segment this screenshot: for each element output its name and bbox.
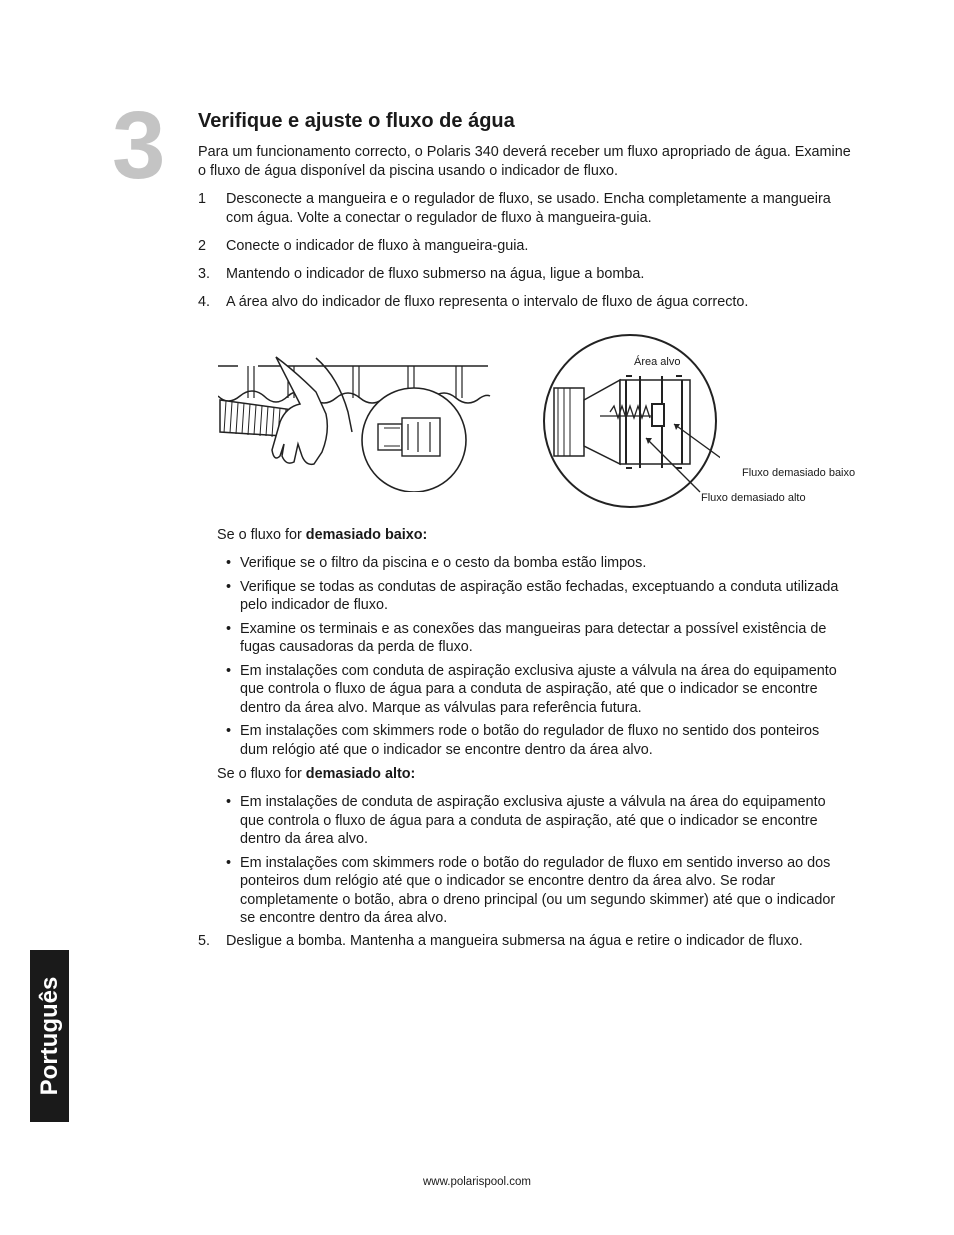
step-item-number: 5. xyxy=(198,933,211,949)
flow-too-low-label: Fluxo demasiado baixo xyxy=(742,467,856,479)
step-item-number: 2 xyxy=(198,237,207,254)
hose-flow-gauge-illustration xyxy=(218,352,493,492)
flow-too-high-label: Fluxo demasiado alto xyxy=(701,492,806,504)
flow-gauge-detail-illustration xyxy=(540,326,720,516)
steps-list xyxy=(198,190,858,321)
step-item xyxy=(198,293,858,312)
step-item xyxy=(198,265,858,284)
step-item-text: A área alvo do indicador de fluxo representa o intervalo de fluxo de água correcto. xyxy=(226,293,749,310)
section-title: Verifique e ajuste o fluxo de água xyxy=(198,110,515,132)
step-item-text: Conecte o indicador de fluxo à mangueira-guia. xyxy=(226,237,529,254)
language-tab-label: Português xyxy=(35,976,63,1096)
target-area-label: Área alvo xyxy=(634,356,681,368)
list-item: • Verifique se o filtro da piscina e o cesto da bomba estão limpos. xyxy=(226,554,846,573)
step-item-text: Desconecte a mangueira e o regulador de fluxo, se usado. Encha completamente a mangueira com água. Volte a conectar o regulador de fluxo à mangueira-guia. xyxy=(226,191,831,226)
low-flow-bullets xyxy=(226,554,846,764)
step-item-number: 3. xyxy=(198,265,211,282)
list-item: • Examine os terminais e as conexões das mangueiras para detectar a possível existência de fugas causadoras da perda de fluxo. xyxy=(226,620,846,657)
step-item-number: 4. xyxy=(198,293,211,310)
step-item-text: Mantendo o indicador de fluxo submerso na água, ligue a bomba. xyxy=(226,265,645,282)
high-flow-heading: Se o fluxo for demasiado alto: xyxy=(217,766,416,782)
list-item: • Em instalações com skimmers rode o botão do regulador de fluxo no sentido dos ponteiros dum relógio até que o indicador se encontre dentro da área alvo. xyxy=(226,722,846,759)
high-flow-bullets xyxy=(226,793,846,933)
list-item: • Em instalações com skimmers rode o botão do regulador de fluxo em sentido inverso ao dos ponteiros dum relógio até que o indicador se encontre dentro da área alvo. Se rodar completamente o botão, abra o dreno principal (ou um segundo skimmer) até que o indicador se encontre dentro da área alvo. xyxy=(226,854,846,928)
low-flow-heading: Se o fluxo for demasiado baixo: xyxy=(217,527,428,543)
language-tab xyxy=(30,950,69,1122)
step-number: 3 xyxy=(112,92,166,199)
step-item xyxy=(198,932,878,951)
footer-url: www.polarispool.com xyxy=(422,1176,531,1188)
list-item: • Verifique se todas as condutas de aspiração estão fechadas, exceptuando a conduta utilizada pelo indicador de fluxo. xyxy=(226,578,846,615)
step-item-text: Desligue a bomba. Mantenha a mangueira submersa na água e retire o indicador de fluxo. xyxy=(226,933,803,949)
list-item: • Em instalações de conduta de aspiração exclusiva ajuste a válvula na área do equipamento que controla o fluxo de água para a conduta de aspiração, até que o indicador se encontre dentro da área alvo. xyxy=(226,793,846,849)
list-item: • Em instalações com conduta de aspiração exclusiva ajuste a válvula na área do equipamento que controla o fluxo de água para a conduta de aspiração, até que o indicador se encontre dentro da área alvo. Marque as válvulas para referência futura. xyxy=(226,662,846,718)
step-item xyxy=(198,190,858,227)
intro-paragraph: Para um funcionamento correcto, o Polaris 340 deverá receber um fluxo apropriado de água. Examine o fluxo de água disponível da piscina usando o indicador de fluxo. xyxy=(198,144,851,179)
step-item xyxy=(198,237,858,256)
step-item-number: 1 xyxy=(198,191,207,207)
